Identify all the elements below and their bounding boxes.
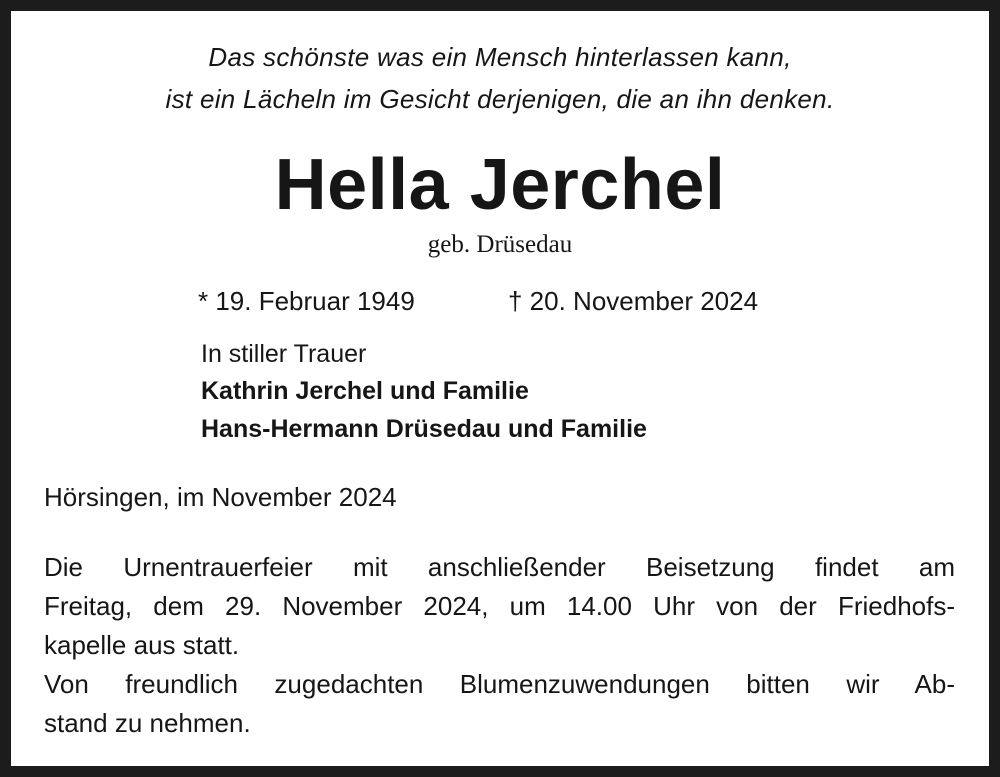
mourning-intro: In stiller Trauer xyxy=(201,340,367,368)
ceremony-text-line: kapelle aus statt. xyxy=(44,630,240,660)
birth-date: * 19. Februar 1949 xyxy=(198,286,415,316)
place-and-date: Hörsingen, im November 2024 xyxy=(44,482,397,512)
quote-line-1: Das schönste was ein Mensch hinterlassen kann, xyxy=(208,42,792,72)
ceremony-text-line: Freitag, dem 29. November 2024, um 14.00 Uhr von der Friedhofs- xyxy=(44,591,955,621)
ceremony-text-line: Von freundlich zugedachten Blumenzuwendungen bitten wir Ab- xyxy=(44,669,955,699)
death-date: † 20. November 2024 xyxy=(508,286,759,316)
birth-name: geb. Drüsedau xyxy=(427,231,573,258)
ceremony-text-line: Die Urnentrauerfeier mit anschließender Beisetzung findet am xyxy=(44,552,955,582)
mourner-family-1: Kathrin Jerchel und Familie xyxy=(201,377,529,405)
quote-line-2: ist ein Lächeln im Gesicht derjenigen, die an ihn denken. xyxy=(165,84,835,114)
ceremony-text-line: stand zu nehmen. xyxy=(44,708,251,738)
deceased-name: Hella Jerchel xyxy=(274,145,726,225)
mourner-family-2: Hans-Hermann Drüsedau und Familie xyxy=(201,415,647,443)
